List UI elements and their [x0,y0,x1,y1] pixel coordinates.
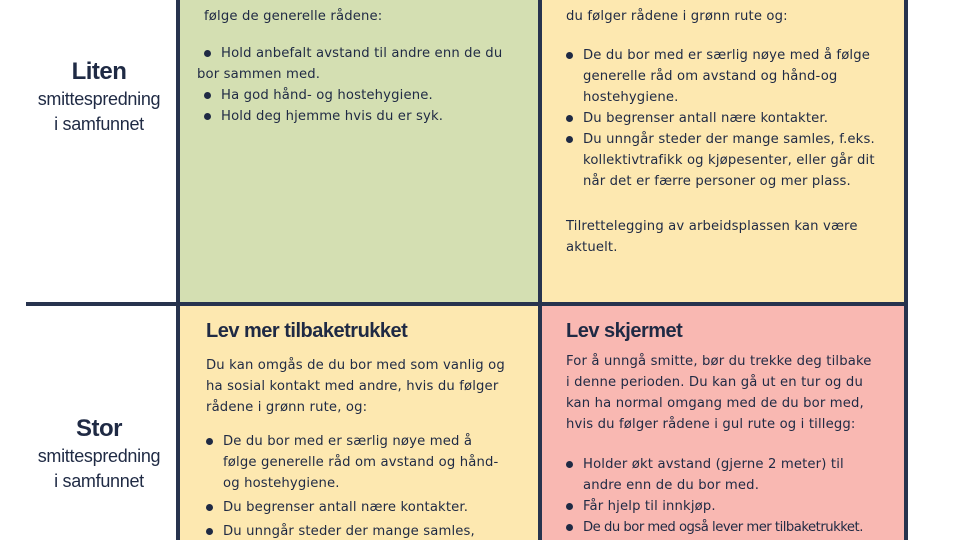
list-item-continuation: andre enn de du bor med. [583,478,760,493]
row-label-small-spread [14,57,184,137]
row-label-line: i samfunnet [54,114,144,134]
yellow-bottom-bullet-list [206,431,531,542]
grid-line-vertical [538,0,542,540]
cell-paragraph-line: hvis du følger rådene i gul rute og i tillegg: [566,417,856,432]
bullet-icon [566,461,573,468]
cell-green-advice [180,0,538,302]
list-item-continuation: hostehygiene. [583,90,679,105]
red-bullet-list [566,454,901,538]
list-item: De du bor med er særlig nøye med å [206,431,531,452]
bullet-icon [204,113,211,120]
grid-line-horizontal [26,302,908,306]
list-item: Holder økt avstand (gjerne 2 meter) til [566,454,901,475]
grid-line-vertical [904,0,908,540]
list-item: Ha god hånd- og hostehygiene. [204,85,534,106]
cell-yellow-bottom-advice [180,306,538,540]
cell-paragraph-line: i denne perioden. Du kan gå ut en tur og du [566,375,863,390]
cell-red-advice [542,306,904,540]
cell-paragraph-line: For å unngå smitte, bør du trekke deg tilbake [566,354,872,369]
cell-yellow-top-advice [542,0,904,302]
cell-paragraph-line: kan ha normal omgang med de du bor med, [566,396,864,411]
list-item: Hold anbefalt avstand til andre enn de du [204,43,534,64]
list-item-continuation: følge generelle råd om avstand og hånd- [223,455,499,470]
row-label-line: i samfunnet [54,471,144,491]
cell-heading: Lev mer tilbaketrukket [206,320,408,342]
row-label-line: smittespredning [37,89,161,109]
bullet-icon [206,438,213,445]
list-item: Hold deg hjemme hvis du er syk. [204,106,534,127]
cell-note: aktuelt. [566,240,618,255]
bullet-icon [566,136,573,143]
list-item-continuation: kollektivtrafikk og kjøpesenter, eller går dit [583,153,875,168]
cell-intro: følge de generelle rådene: [204,9,383,24]
bullet-icon [206,528,213,535]
bullet-icon [206,504,213,511]
bullet-icon [204,92,211,99]
row-label-large-spread [14,414,184,494]
row-label-title: Liten [71,58,127,85]
bullet-icon [204,50,211,57]
row-label-line: smittespredning [37,446,161,466]
list-item-continuation: bor sammen med. [197,67,321,82]
bullet-icon [566,524,573,531]
list-item: De du bor med også lever mer tilbaketrukket. [566,517,901,538]
bullet-icon [566,503,573,510]
list-item-continuation: når det er færre personer og mer plass. [583,174,851,189]
bullet-icon [566,52,573,59]
yellow-top-bullet-list [566,45,901,192]
list-item: Du begrenser antall nære kontakter. [206,497,531,518]
grid-line-vertical [176,0,180,540]
list-item-continuation: og hostehygiene. [223,476,340,491]
list-item: De du bor med er særlig nøye med å følge [566,45,901,66]
list-item: Du unngår steder der mange samles, [206,521,531,542]
cell-paragraph-line: rådene i grønn rute, og: [206,400,368,415]
list-item: Får hjelp til innkjøp. [566,496,901,517]
green-bullet-list [197,43,534,127]
list-item: Du unngår steder der mange samles, f.eks. [566,129,901,150]
cell-note: Tilrettelegging av arbeidsplassen kan være [566,219,858,234]
list-item: Du begrenser antall nære kontakter. [566,108,901,129]
cell-heading: Lev skjermet [566,320,683,342]
cell-paragraph-line: Du kan omgås de du bor med som vanlig og [206,358,505,373]
cell-paragraph-line: ha sosial kontakt med andre, hvis du følger [206,379,499,394]
list-item-continuation: generelle råd om avstand og hånd-og [583,69,838,84]
cell-intro: du følger rådene i grønn rute og: [566,9,788,24]
row-label-title: Stor [76,415,122,442]
bullet-icon [566,115,573,122]
